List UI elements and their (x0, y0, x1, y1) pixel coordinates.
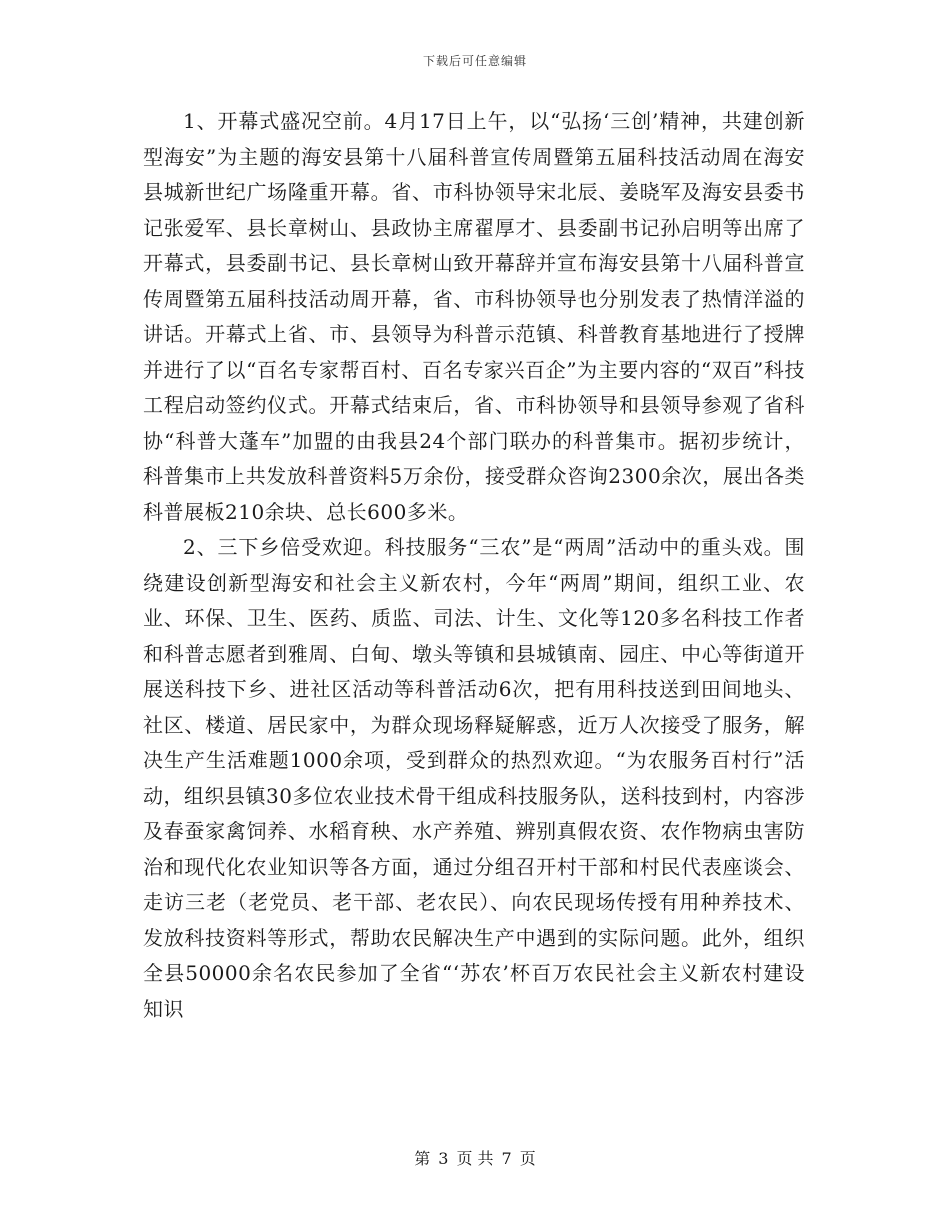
footer-middle: 页 共 (456, 1149, 494, 1168)
paragraph-opening-ceremony: 1、开幕式盛况空前。4月17日上午，以“弘扬‘三创’精神，共建创新型海安”为主题的海安县第十八届科普宣传周暨第五届科技活动周在海安县城新世纪广场隆重开幕。省、市科协领导宋北辰、姜晓军及海安县委书记张爱军、县长章树山、县政协主席翟厚才、县委副书记孙启明等出席了开幕式，县委副书记、县长章树山致开幕辞并宣布海安县第十八届科普宣传周暨第五届科技活动周开幕，省、市科协领导也分别发表了热情洋溢的讲话。开幕式上省、市、县领导为科普示范镇、科普教育基地进行了授牌并进行了以“百名专家帮百村、百名专家兴百企”为主要内容的“双百”科技工程启动签约仪式。开幕式结束后，省、市科协领导和县领导参观了省科协“科普大蓬车”加盟的由我县24个部门联办的科普集市。据初步统计，科普集市上共发放科普资料5万余份，接受群众咨询2300余次，展出各类科普展板210余块、总长600多米。 (143, 109, 805, 524)
page-footer (0, 1146, 950, 1169)
paragraph-rural-outreach: 2、三下乡倍受欢迎。科技服务“三农”是“两周”活动中的重头戏。围绕建设创新型海安和社会主义新农村，今年“两周”期间，组织工业、农业、环保、卫生、医药、质监、司法、计生、文化等120多名科技工作者和科普志愿者到雅周、白甸、墩头等镇和县城镇南、园庄、中心等街道开展送科技下乡、进社区活动等科普活动6次，把有用科技送到田间地头、社区、楼道、居民家中，为群众现场释疑解惑，近万人次接受了服务，解决生产生活难题1000余项，受到群众的热烈欢迎。“为农服务百村行”活动，组织县镇30多位农业技术骨干组成科技服务队，送科技到村，内容涉及春蚕家禽饲养、水稻育秧、水产养殖、辨别真假农资、农作物病虫害防治和现代化农业知识等各方面，通过分组召开村干部和村民代表座谈会、走访三老（老党员、老干部、老农民）、向农民现场传授有用种养技术、发放科技资料等形式，帮助农民解决生产中遇到的实际问题。此外，组织全县50000余名农民参加了全省“‘苏农’杯百万农民社会主义新农村建设知识 (143, 535, 805, 1021)
footer-prefix: 第 (414, 1149, 431, 1168)
document-body (143, 104, 805, 1027)
footer-suffix: 页 (519, 1149, 536, 1168)
header-note: 下载后可任意编辑 (422, 54, 527, 68)
footer-total-pages: 7 (501, 1149, 512, 1168)
footer-current-page: 3 (438, 1149, 449, 1168)
